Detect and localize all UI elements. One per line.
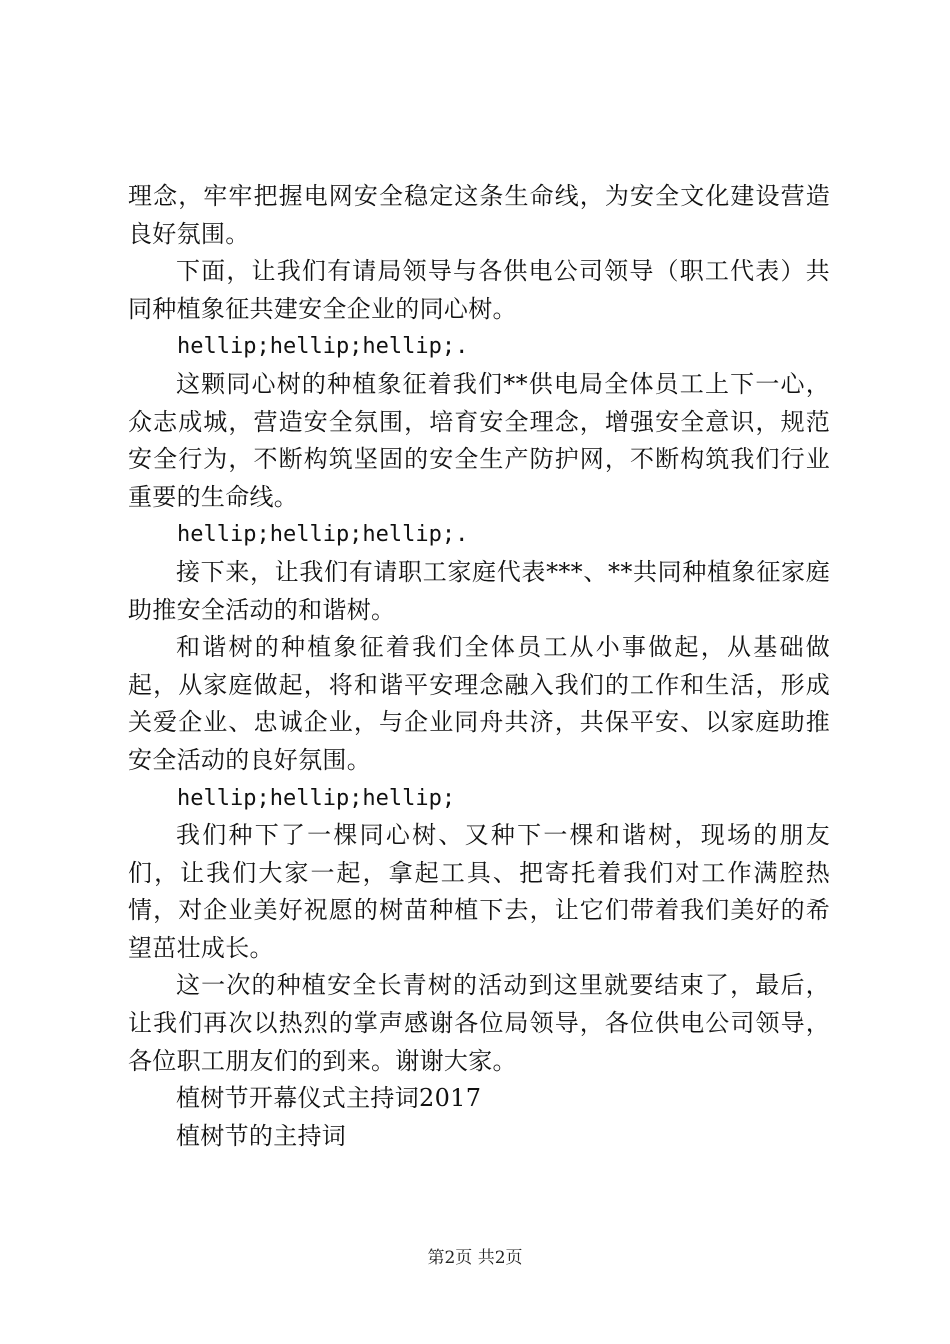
- paragraph: 我们种下了一棵同心树、又种下一棵和谐树，现场的朋友们，让我们大家一起，拿起工具、把寄托着我们对工作满腔热情，对企业美好祝愿的树苗种植下去，让它们带着我们美好的希望茁壮成长。: [128, 821, 830, 962]
- paragraph: 这颗同心树的种植象征着我们**供电局全体员工上下一心，众志成城，营造安全氛围，培育安全理念，增强安全意识，规范安全行为，不断构筑坚固的安全生产防护网，不断构筑我们行业重要的生命线。: [128, 369, 830, 511]
- paragraph: 接下来，让我们有请职工家庭代表***、**共同种植象征家庭助推安全活动的和谐树。: [128, 557, 830, 624]
- document-body: [128, 178, 830, 1155]
- paragraph: 下面，让我们有请局领导与各供电公司领导（职工代表）共同种植象征共建安全企业的同心树。: [128, 257, 830, 323]
- paragraph: 和谐树的种植象征着我们全体员工从小事做起，从基础做起，从家庭做起，将和谐平安理念融入我们的工作和生活，形成关爱企业、忠诚企业，与企业同舟共济，共保平安、以家庭助推安全活动的良好氛围。: [128, 633, 830, 774]
- paragraph: 这一次的种植安全长青树的活动到这里就要结束了，最后，让我们再次以热烈的掌声感谢各位局领导，各位供电公司领导，各位职工朋友们的到来。谢谢大家。: [128, 971, 830, 1075]
- ellipsis-line: hellip;hellip;hellip;.: [177, 522, 469, 548]
- ellipsis-line: hellip;hellip;hellip;.: [177, 334, 469, 360]
- page-number: 第2页 共2页: [427, 1248, 523, 1268]
- related-title: 植树节的主持词: [176, 1121, 347, 1150]
- related-title: 植树节开幕仪式主持词2017: [176, 1084, 482, 1113]
- ellipsis-line: hellip;hellip;hellip;: [177, 785, 456, 811]
- paragraph: 理念，牢牢把握电网安全稳定这条生命线，为安全文化建设营造良好氛围。: [128, 182, 830, 248]
